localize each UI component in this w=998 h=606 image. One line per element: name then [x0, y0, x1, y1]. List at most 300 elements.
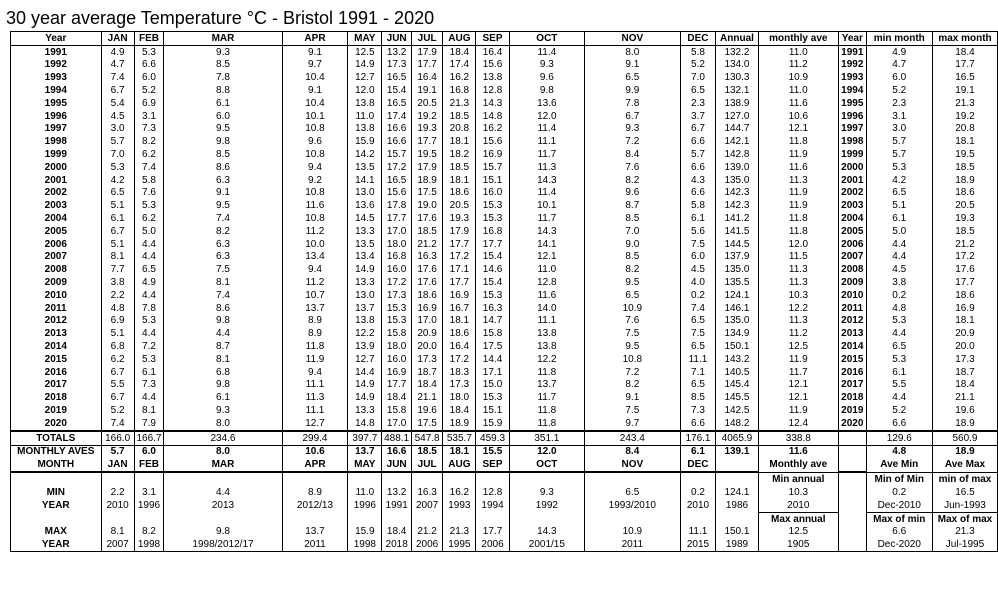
min-year-cell: 1993 [443, 499, 476, 512]
value-cell: 9.0 [585, 238, 680, 251]
year-cell: 2014 [839, 340, 867, 353]
monthly-ave-cell: 6.1 [680, 445, 716, 458]
value-cell: 135.0 [716, 315, 758, 328]
value-cell: 18.6 [411, 289, 442, 302]
year-cell: 1992 [839, 59, 867, 72]
max-year-cell: 2011 [585, 538, 680, 551]
value-cell: 18.1 [932, 315, 997, 328]
value-cell: 11.5 [758, 251, 839, 264]
value-cell: 18.6 [932, 187, 997, 200]
value-cell: 11.7 [509, 148, 584, 161]
max-row [11, 525, 998, 538]
year-cell: 2012 [839, 315, 867, 328]
gap-cell [134, 472, 164, 486]
total-cell: 338.8 [758, 431, 839, 445]
value-cell: 7.4 [680, 302, 716, 315]
value-cell: 7.4 [164, 212, 282, 225]
page-title: 30 year average Temperature °C - Bristol 1991 - 2020 [6, 8, 435, 28]
max-total-cell: 560.9 [932, 431, 997, 445]
min-value-cell: 8.9 [282, 486, 348, 499]
gap-cell [348, 472, 382, 486]
value-cell: 18.0 [443, 391, 476, 404]
monthly-aves-label: MONTHLY AVES [11, 445, 102, 458]
value-cell: 13.6 [348, 199, 382, 212]
value-cell: 19.2 [411, 110, 442, 123]
value-cell: 12.2 [758, 302, 839, 315]
year-cell: 1996 [839, 110, 867, 123]
value-cell: 6.7 [101, 84, 134, 97]
year-cell: 2008 [839, 263, 867, 276]
year-cell: 2009 [839, 276, 867, 289]
gap-cell [509, 472, 584, 486]
year-cell: 2012 [11, 315, 102, 328]
max-value-cell: 17.7 [476, 525, 509, 538]
value-cell: 5.2 [866, 404, 932, 417]
spacer-cell [443, 512, 476, 525]
value-cell: 15.1 [476, 404, 509, 417]
value-cell: 13.9 [348, 340, 382, 353]
max-year-row [11, 538, 998, 551]
value-cell: 18.6 [443, 187, 476, 200]
value-cell: 11.7 [509, 212, 584, 225]
value-cell: 11.9 [758, 187, 839, 200]
value-cell: 18.3 [443, 366, 476, 379]
max-year-cell: 1998 [348, 538, 382, 551]
value-cell: 17.7 [382, 379, 412, 392]
value-cell: 16.5 [382, 97, 412, 110]
value-cell: 14.1 [348, 174, 382, 187]
year-cell: 2010 [11, 289, 102, 302]
value-cell: 7.4 [101, 417, 134, 431]
value-cell: 20.0 [411, 340, 442, 353]
value-cell: 12.2 [348, 327, 382, 340]
value-cell: 20.9 [411, 327, 442, 340]
value-cell: 9.4 [282, 366, 348, 379]
value-cell: 20.0 [932, 340, 997, 353]
value-cell: 13.3 [348, 225, 382, 238]
value-cell: 13.8 [348, 315, 382, 328]
value-cell: 4.4 [866, 327, 932, 340]
value-cell: 5.8 [680, 199, 716, 212]
blank-cell [839, 458, 867, 472]
value-cell: 5.5 [101, 379, 134, 392]
value-cell: 15.9 [476, 417, 509, 431]
max-annual-year: 1905 [758, 538, 839, 551]
value-cell: 10.9 [758, 71, 839, 84]
column-header: min month [866, 32, 932, 46]
min-value-cell: 16.2 [443, 486, 476, 499]
value-cell: 21.1 [411, 391, 442, 404]
spacer-cell: Max of max [932, 512, 997, 525]
max-year-cell: 2015 [680, 538, 716, 551]
value-cell: 0.2 [866, 289, 932, 302]
value-cell: 17.3 [382, 289, 412, 302]
column-header: OCT [509, 32, 584, 46]
min-of-max-value: 16.5 [932, 486, 997, 499]
value-cell: 5.1 [866, 199, 932, 212]
value-cell: 5.3 [134, 45, 164, 58]
value-cell: 2.3 [866, 97, 932, 110]
value-cell: 13.6 [509, 97, 584, 110]
value-cell: 15.8 [476, 327, 509, 340]
monthly-ave-cell: 18.1 [443, 445, 476, 458]
table-row [11, 404, 998, 417]
year-cell: 2010 [839, 289, 867, 302]
year-cell: 2001 [839, 174, 867, 187]
spacer-cell [382, 512, 412, 525]
column-header: monthly ave [758, 32, 839, 46]
table-row [11, 315, 998, 328]
value-cell: 9.4 [282, 161, 348, 174]
value-cell: 134.0 [716, 59, 758, 72]
value-cell: 127.0 [716, 110, 758, 123]
value-cell: 12.8 [476, 84, 509, 97]
value-cell: 4.2 [101, 174, 134, 187]
max-year-cell: 2006 [411, 538, 442, 551]
month-name-cell: DEC [680, 458, 716, 472]
gap-cell: min of max [932, 472, 997, 486]
value-cell: 6.6 [866, 417, 932, 431]
min-annual-year: 2010 [758, 499, 839, 512]
value-cell: 14.4 [348, 366, 382, 379]
value-cell: 4.4 [134, 391, 164, 404]
min-annual-value: 10.3 [758, 486, 839, 499]
value-cell: 16.2 [443, 71, 476, 84]
value-cell: 17.6 [411, 276, 442, 289]
value-cell: 18.9 [411, 174, 442, 187]
value-cell: 6.5 [680, 84, 716, 97]
value-cell: 11.9 [758, 199, 839, 212]
value-cell: 7.8 [164, 71, 282, 84]
max-value-cell: 9.8 [164, 525, 282, 538]
value-cell: 19.3 [932, 212, 997, 225]
value-cell: 10.7 [282, 289, 348, 302]
value-cell: 5.0 [134, 225, 164, 238]
value-cell: 9.1 [282, 84, 348, 97]
value-cell: 7.5 [585, 404, 680, 417]
total-cell: 351.1 [509, 431, 584, 445]
blank-cell [839, 538, 867, 551]
year-label: YEAR [11, 499, 102, 512]
value-cell: 9.8 [164, 379, 282, 392]
value-cell: 11.1 [509, 135, 584, 148]
table-row [11, 135, 998, 148]
column-header: DEC [680, 32, 716, 46]
monthly-ave-cell: 15.5 [476, 445, 509, 458]
value-cell: 11.8 [758, 212, 839, 225]
max-value-cell: 10.9 [585, 525, 680, 538]
value-cell: 11.1 [680, 353, 716, 366]
max-of-min-value: 6.6 [866, 525, 932, 538]
value-cell: 6.1 [101, 212, 134, 225]
value-cell: 15.6 [382, 187, 412, 200]
month-name-cell: NOV [585, 458, 680, 472]
value-cell: 5.7 [101, 135, 134, 148]
value-cell: 146.1 [716, 302, 758, 315]
value-cell: 12.0 [348, 84, 382, 97]
totals-label: TOTALS [11, 431, 102, 445]
month-name-cell: JUL [411, 458, 442, 472]
value-cell: 15.3 [382, 315, 412, 328]
value-cell: 8.5 [164, 148, 282, 161]
value-cell: 4.4 [134, 238, 164, 251]
value-cell: 17.9 [443, 225, 476, 238]
value-cell: 6.5 [866, 187, 932, 200]
value-cell: 12.4 [758, 417, 839, 431]
value-cell: 4.5 [866, 263, 932, 276]
value-cell: 3.7 [680, 110, 716, 123]
value-cell: 144.5 [716, 238, 758, 251]
blank-cell [839, 499, 867, 512]
value-cell: 8.1 [101, 251, 134, 264]
value-cell: 11.1 [282, 379, 348, 392]
value-cell: 11.8 [758, 135, 839, 148]
year-cell: 2020 [839, 417, 867, 431]
year-cell: 1998 [11, 135, 102, 148]
value-cell: 6.2 [101, 353, 134, 366]
value-cell: 18.5 [443, 110, 476, 123]
value-cell: 17.2 [443, 251, 476, 264]
min-year-row [11, 499, 998, 512]
value-cell: 13.7 [282, 302, 348, 315]
value-cell: 17.7 [932, 59, 997, 72]
gap-cell [585, 472, 680, 486]
column-header: JUL [411, 32, 442, 46]
min-year-cell: 2012/13 [282, 499, 348, 512]
value-cell: 14.3 [509, 225, 584, 238]
value-cell: 7.8 [134, 302, 164, 315]
value-cell: 14.7 [476, 315, 509, 328]
year-cell: 1993 [11, 71, 102, 84]
year-cell: 2020 [11, 417, 102, 431]
table-row [11, 417, 998, 431]
value-cell: 10.1 [509, 199, 584, 212]
value-cell: 18.4 [443, 45, 476, 58]
min-year-cell: 1986 [716, 499, 758, 512]
total-cell: 459.3 [476, 431, 509, 445]
year-cell: 2016 [11, 366, 102, 379]
year-cell: 2018 [839, 391, 867, 404]
value-cell: 16.6 [382, 123, 412, 136]
year-cell: 1992 [11, 59, 102, 72]
value-cell: 9.8 [164, 315, 282, 328]
value-cell: 8.7 [585, 199, 680, 212]
monthly-aves-row [11, 445, 998, 458]
value-cell: 7.0 [585, 225, 680, 238]
value-cell: 17.7 [932, 276, 997, 289]
value-cell: 6.1 [164, 97, 282, 110]
table-row [11, 110, 998, 123]
value-cell: 4.8 [866, 302, 932, 315]
value-cell: 144.7 [716, 123, 758, 136]
month-name-cell: JUN [382, 458, 412, 472]
value-cell: 141.5 [716, 225, 758, 238]
value-cell: 19.1 [411, 84, 442, 97]
value-cell: 138.9 [716, 97, 758, 110]
value-cell: 150.1 [716, 340, 758, 353]
total-cell: 234.6 [164, 431, 282, 445]
year-cell: 2002 [11, 187, 102, 200]
value-cell: 9.5 [585, 276, 680, 289]
value-cell: 13.7 [348, 302, 382, 315]
max-value-cell: 13.7 [282, 525, 348, 538]
value-cell: 18.1 [443, 174, 476, 187]
table-row [11, 391, 998, 404]
value-cell: 7.6 [134, 187, 164, 200]
value-cell: 6.7 [101, 366, 134, 379]
value-cell: 6.0 [164, 110, 282, 123]
value-cell: 5.7 [680, 148, 716, 161]
value-cell: 20.8 [443, 123, 476, 136]
value-cell: 11.0 [509, 263, 584, 276]
value-cell: 18.2 [443, 148, 476, 161]
value-cell: 9.6 [585, 187, 680, 200]
value-cell: 11.4 [509, 123, 584, 136]
value-cell: 17.7 [443, 276, 476, 289]
value-cell: 16.0 [382, 263, 412, 276]
total-cell: 488.1 [382, 431, 412, 445]
min-year-cell: 2010 [101, 499, 134, 512]
value-cell: 6.6 [680, 161, 716, 174]
value-cell: 3.8 [101, 276, 134, 289]
year-cell: 2009 [11, 276, 102, 289]
table-row [11, 379, 998, 392]
value-cell: 19.3 [443, 212, 476, 225]
value-cell: 10.9 [585, 302, 680, 315]
value-cell: 10.8 [282, 212, 348, 225]
value-cell: 8.1 [134, 404, 164, 417]
value-cell: 11.2 [282, 225, 348, 238]
value-cell: 11.1 [282, 404, 348, 417]
value-cell: 7.5 [585, 327, 680, 340]
gap-cell [680, 472, 716, 486]
value-cell: 9.1 [585, 59, 680, 72]
value-cell: 6.5 [866, 340, 932, 353]
value-cell: 135.0 [716, 174, 758, 187]
value-cell: 19.2 [932, 110, 997, 123]
min-value-cell: 3.1 [134, 486, 164, 499]
value-cell: 17.7 [411, 59, 442, 72]
max-value-cell: 8.1 [101, 525, 134, 538]
value-cell: 8.6 [164, 161, 282, 174]
month-name-cell: JAN [101, 458, 134, 472]
value-cell: 8.2 [585, 263, 680, 276]
month-row [11, 458, 998, 472]
table-row [11, 238, 998, 251]
value-cell: 18.4 [443, 404, 476, 417]
value-cell: 17.2 [443, 353, 476, 366]
ave-max-label: Ave Max [932, 458, 997, 472]
value-cell: 134.9 [716, 327, 758, 340]
value-cell: 19.1 [932, 84, 997, 97]
value-cell: 10.8 [585, 353, 680, 366]
value-cell: 6.3 [164, 251, 282, 264]
value-cell: 5.3 [101, 161, 134, 174]
value-cell: 14.4 [476, 353, 509, 366]
min-value-cell: 6.5 [585, 486, 680, 499]
min-value-cell: 0.2 [680, 486, 716, 499]
max-of-max-value: 21.3 [932, 525, 997, 538]
value-cell: 12.7 [348, 71, 382, 84]
value-cell: 15.8 [382, 404, 412, 417]
year-cell: 2019 [11, 404, 102, 417]
min-total-cell: 129.6 [866, 431, 932, 445]
value-cell: 6.0 [680, 251, 716, 264]
value-cell: 11.8 [509, 417, 584, 431]
value-cell: 132.2 [716, 45, 758, 58]
max-year-cell: 1995 [443, 538, 476, 551]
value-cell: 139.0 [716, 161, 758, 174]
total-cell: 176.1 [680, 431, 716, 445]
value-cell: 6.1 [866, 366, 932, 379]
value-cell: 6.9 [101, 315, 134, 328]
month-name-cell: SEP [476, 458, 509, 472]
value-cell: 17.7 [411, 135, 442, 148]
value-cell: 13.4 [348, 251, 382, 264]
value-cell: 0.2 [680, 289, 716, 302]
column-header: AUG [443, 32, 476, 46]
value-cell: 13.8 [509, 340, 584, 353]
value-cell: 15.6 [476, 59, 509, 72]
value-cell: 15.3 [476, 289, 509, 302]
value-cell: 5.2 [101, 404, 134, 417]
min-year-cell: 1996 [134, 499, 164, 512]
value-cell: 130.3 [716, 71, 758, 84]
year-cell: 2005 [11, 225, 102, 238]
max-value-cell: 21.2 [411, 525, 442, 538]
value-cell: 19.3 [411, 123, 442, 136]
value-cell: 5.1 [101, 199, 134, 212]
gap-cell: Min annual [758, 472, 839, 486]
section-gap [11, 472, 998, 486]
value-cell: 6.5 [680, 379, 716, 392]
blank-cell [839, 525, 867, 538]
value-cell: 17.6 [411, 263, 442, 276]
value-cell: 132.1 [716, 84, 758, 97]
total-cell: 547.8 [411, 431, 442, 445]
value-cell: 20.9 [932, 327, 997, 340]
value-cell: 3.0 [101, 123, 134, 136]
value-cell: 5.8 [134, 174, 164, 187]
year-cell: 2000 [11, 161, 102, 174]
value-cell: 142.3 [716, 199, 758, 212]
value-cell: 6.2 [134, 148, 164, 161]
max-annual-value: 12.5 [758, 525, 839, 538]
value-cell: 16.8 [476, 225, 509, 238]
value-cell: 16.8 [382, 251, 412, 264]
value-cell: 18.5 [411, 225, 442, 238]
value-cell: 5.8 [680, 45, 716, 58]
value-cell: 6.7 [101, 225, 134, 238]
gap-cell [716, 472, 758, 486]
value-cell: 15.3 [476, 199, 509, 212]
value-cell: 13.2 [382, 45, 412, 58]
value-cell: 5.3 [134, 315, 164, 328]
value-cell: 18.4 [932, 379, 997, 392]
value-cell: 16.0 [382, 353, 412, 366]
value-cell: 17.5 [411, 187, 442, 200]
value-cell: 14.9 [348, 263, 382, 276]
value-cell: 13.3 [348, 404, 382, 417]
gap-cell [443, 472, 476, 486]
blank-cell [839, 445, 867, 458]
value-cell: 20.5 [932, 199, 997, 212]
table-row [11, 199, 998, 212]
min-year-cell: 2007 [411, 499, 442, 512]
value-cell: 20.5 [411, 97, 442, 110]
value-cell: 145.4 [716, 379, 758, 392]
value-cell: 11.6 [282, 199, 348, 212]
